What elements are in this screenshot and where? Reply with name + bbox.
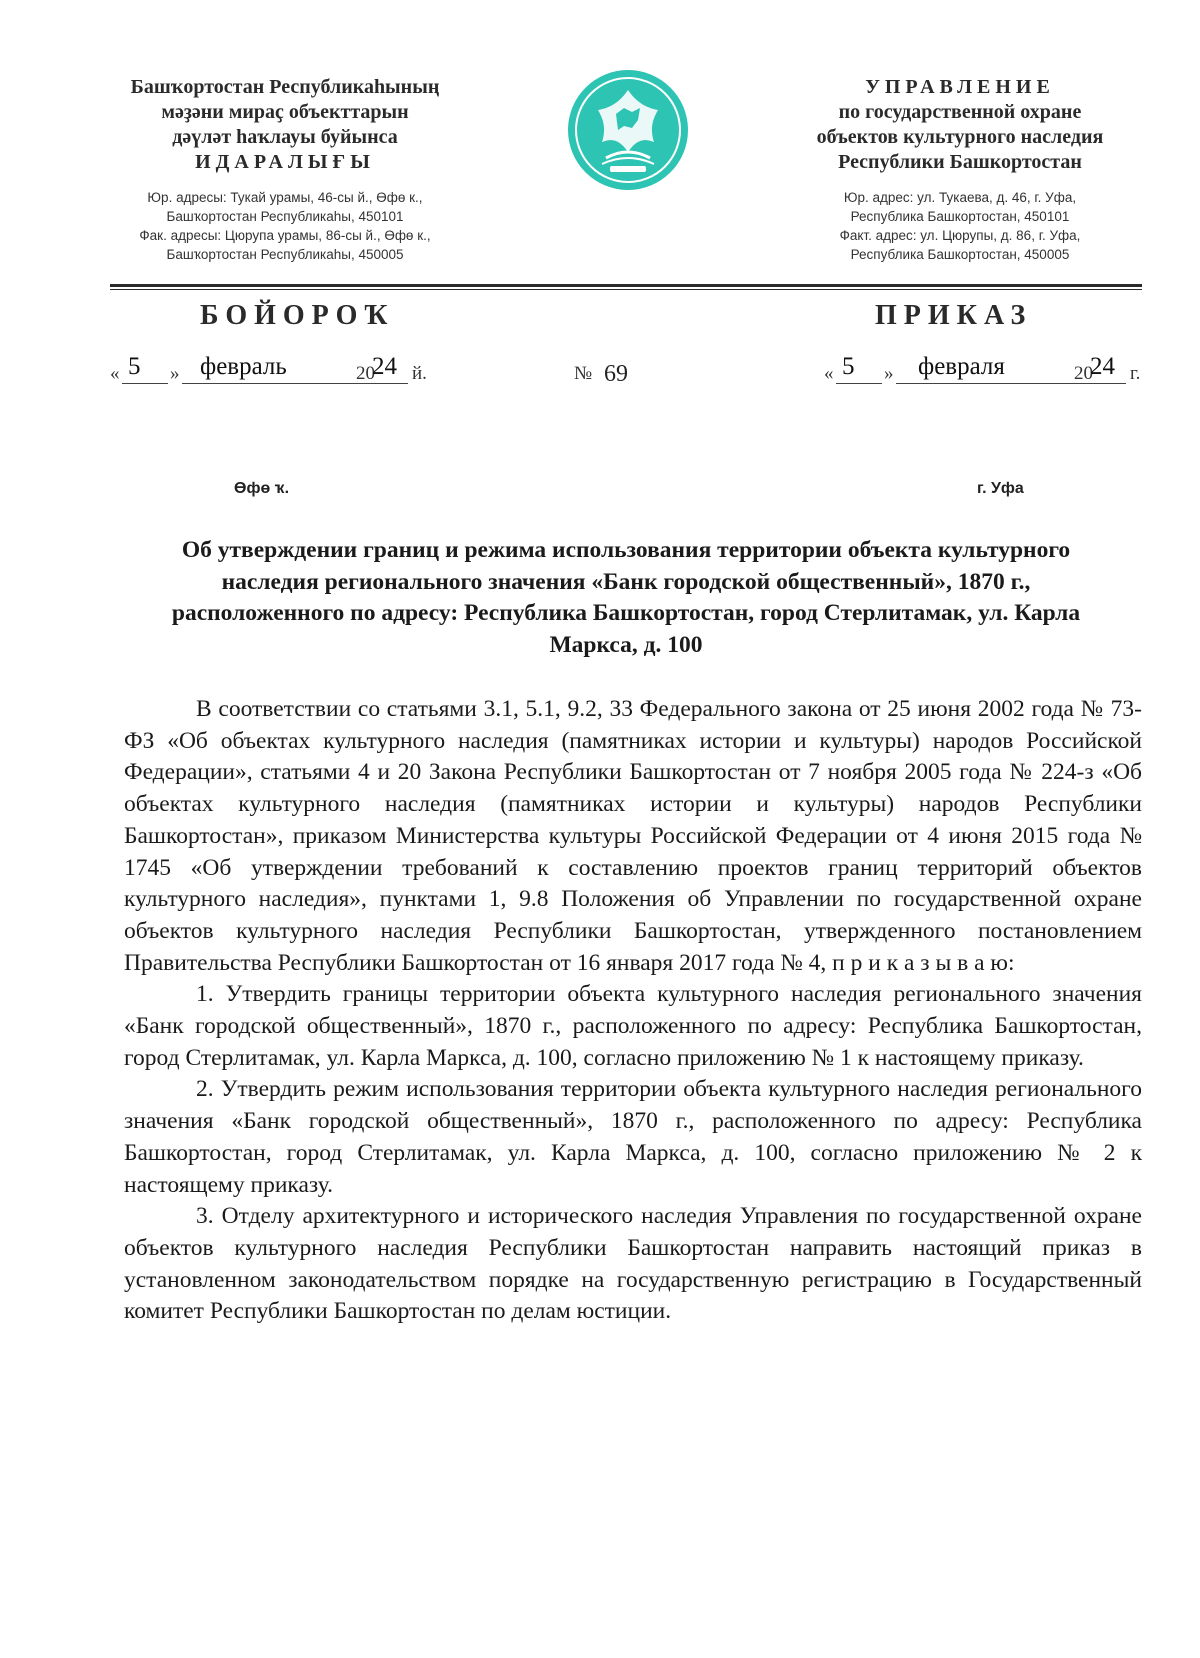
date-month: февраль <box>200 353 287 380</box>
header-left-address <box>110 188 460 264</box>
date-year-prefix: 20 <box>1074 363 1093 384</box>
address-line: Башҡортостан Республикаһы, 450101 <box>166 209 404 224</box>
address-line: Юр. адрес: ул. Тукаева, д. 46, г. Уфа, <box>843 190 1077 205</box>
date-open-quote: « <box>824 363 834 384</box>
document-body <box>124 694 1142 1328</box>
order-number <box>574 357 654 387</box>
header-left-line-3: дәүләт һаҡлауы буйынса <box>172 126 398 148</box>
doc-type-right: ПРИКАЗ <box>875 300 1033 331</box>
city-left: Өфө ҡ. <box>234 480 290 497</box>
date-left <box>110 353 430 387</box>
date-day: 5 <box>842 353 855 380</box>
header-left-line-1: Башҡортостан Республикаһының <box>130 76 440 98</box>
header-right-line-2: объектов культурного наследия <box>816 126 1104 148</box>
date-close-quote: » <box>170 363 180 384</box>
date-year-prefix: 20 <box>356 363 375 384</box>
address-line: Республика Башкортостан, 450101 <box>850 209 1070 224</box>
address-line: Факт. адрес: ул. Цюрупы, д. 86, г. Уфа, <box>839 228 1081 243</box>
address-line: Республика Башкортостан, 450005 <box>850 247 1070 262</box>
date-day-underline <box>836 383 882 384</box>
header-right-line-1: по государственной охране <box>838 101 1082 123</box>
date-month-underline <box>896 383 1092 384</box>
header-right-org: УПРАВЛЕНИЕ <box>865 76 1055 98</box>
header-divider <box>110 284 1142 287</box>
number-sign: № <box>574 363 593 384</box>
body-paragraph: В соответствии со статьями 3.1, 5.1, 9.2, 33 Федерального закона от 25 июня 2002 года № 73-ФЗ «Об объектах культурного наследия (памятниках истории и культуры) народов Российской Федерации», статьями 4 и 20 Закона Республики Башкортостан от 7 ноября 2005 года № 224-з «Об объектах культурного наследия (памятниках истории и культуры) народов Республики Башкортостан», приказом Министерства культуры Российской Федерации от 4 июня 2015 года № 1745 «Об утверждении требований к составлению проектов границ территорий объектов культурного наследия», пунктами 1, 9.8 Положения об Управлении по государственной охране объектов культурного наследия Республики Башкортостан, утвержденного постановлением Правительства Республики Башкортостан от 16 января 2017 года № 4, п р и к а з ы в а ю: <box>124 696 1142 976</box>
date-open-quote: « <box>110 363 120 384</box>
republic-emblem-icon <box>566 68 690 192</box>
address-line: Фак. адресы: Цюрупа урамы, 86-сы й., Өфө к., <box>139 228 431 243</box>
city-right: г. Уфа <box>977 480 1024 497</box>
date-close-quote: » <box>884 363 894 384</box>
header-divider-thin <box>110 289 1142 290</box>
date-suffix: г. <box>1130 363 1141 384</box>
header-right-line-3: Республики Башкортостан <box>838 151 1082 173</box>
date-year: 24 <box>1090 353 1115 380</box>
date-year: 24 <box>372 353 397 380</box>
date-month-underline <box>182 383 374 384</box>
date-day: 5 <box>128 353 141 380</box>
date-suffix: й. <box>412 363 427 384</box>
header-left-line-2: мәҙәни мираҫ объекттарын <box>161 101 409 123</box>
header-right-address <box>775 188 1145 264</box>
address-line: Юр. адресы: Тукай урамы, 46-сы й., Өфө к., <box>147 190 423 205</box>
header-left-org: ИДАРАЛЫҒЫ <box>195 151 375 173</box>
document-title: Об утверждении границ и режима использования территории объекта культурного наследия регионального значения «Банк городской общественный», 1870 г., расположенного по адресу: Республика Башкортостан, город Стерлитамак, ул. Карла Маркса, д. 100 <box>171 537 1081 658</box>
doc-type-left: БОЙОРОҠ <box>200 300 395 331</box>
date-day-underline <box>122 383 168 384</box>
number-value: 69 <box>604 361 628 387</box>
header-right <box>775 75 1145 175</box>
date-month: февраля <box>918 353 1005 380</box>
date-year-underline <box>374 383 408 384</box>
header-left <box>110 75 460 175</box>
body-paragraph: 2. Утвердить режим использования территории объекта культурного наследия регионального значения «Банк городской общественный», 1870 г., расположенного по адресу: Республика Башкортостан, город Стерлитамак, ул. Карла Маркса, д. 100, согласно приложению № 2 к настоящему приказу. <box>124 1076 1142 1198</box>
address-line: Башҡортостан Республикаһы, 450005 <box>166 247 404 262</box>
date-right <box>824 353 1144 387</box>
body-paragraph: 1. Утвердить границы территории объекта культурного наследия регионального значения «Банк городской общественный», 1870 г., расположенного по адресу: Республика Башкортостан, город Стерлитамак, ул. Карла Маркса, д. 100, согласно приложению № 1 к настоящему приказу. <box>124 981 1142 1071</box>
body-paragraph: 3. Отделу архитектурного и исторического наследия Управления по государственной охране объектов культурного наследия Республики Башкортостан направить настоящий приказ в установленном законодательством порядке на государственную регистрацию в Государственный комитет Республики Башкортостан по делам юстиции. <box>124 1203 1142 1325</box>
date-year-underline <box>1092 383 1126 384</box>
